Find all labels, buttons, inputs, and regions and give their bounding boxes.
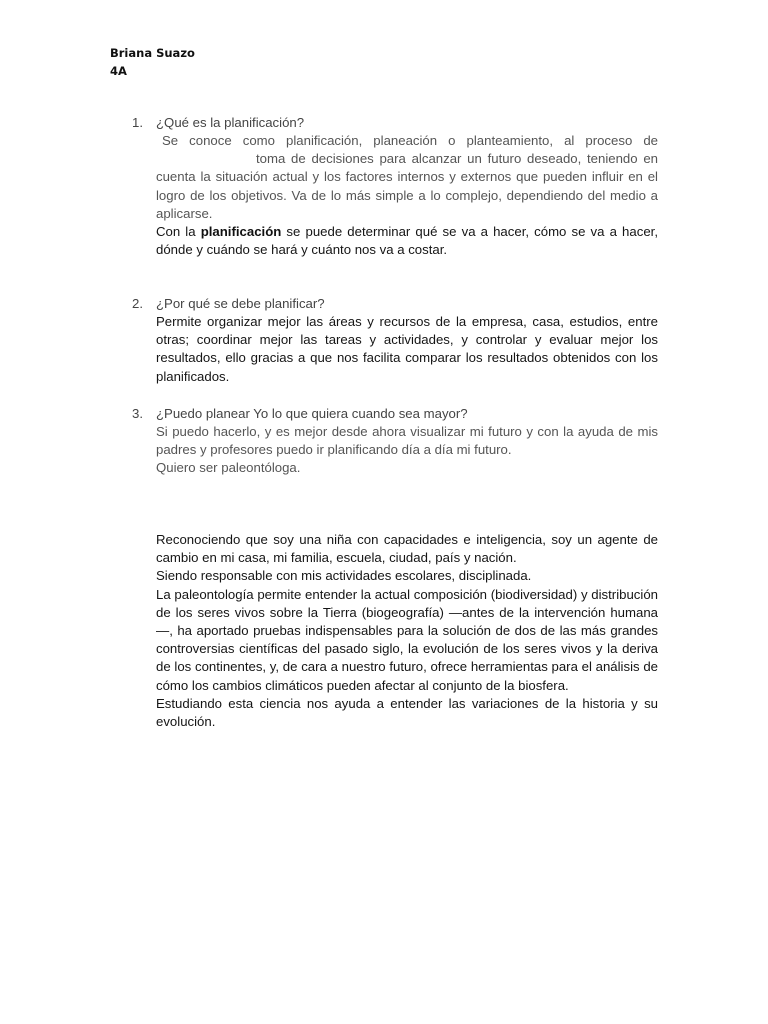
closing-paragraph-4: Estudiando esta ciencia nos ayuda a entender las variaciones de la historia y su evolución. [156,695,658,730]
answer-paragraph: Si puedo hacerlo, y es mejor desde ahora visualizar mi futuro y con la ayuda de mis padres y profesores puedo ir planificando día a día mi futuro. [156,424,658,458]
definition-start: Se conoce como planificación, planeación o planteamiento, al proceso de [162,133,658,148]
question-block-1 [132,114,658,259]
question-number: 1. [132,115,143,130]
closing-paragraph-3: La paleontología permite entender la actual composición (biodiversidad) y distribución de los seres vivos sobre la Tierra (biogeografía) —antes de la intervención humana—, ha aportado pruebas indispensables para la solución de dos de las más grandes controversias científicas del pasado siglo, la evolución de los seres vivos y la deriva de los continentes, y, de cara a nuestro futuro, ofrece herramientas para el análisis de cómo los cambios climáticos pueden afectar al conjunto de la biosfera. [156,586,658,693]
question-text: ¿Qué es la planificación? [156,115,305,130]
question-heading [132,114,658,132]
definition-rest: toma de decisiones para alcanzar un futuro deseado, teniendo en cuenta la situación actual y los factores internos y externos que pueden influir en el logro de los objetivos. Va de lo más simple a lo complejo, dependiendo del medio a aplicarse. [156,151,658,221]
question-number: 3. [132,406,143,421]
answer-paragraph: Permite organizar mejor las áreas y recursos de la empresa, casa, estudios, entre otras; coordinar mejor las tareas y actividades, y controlar y evaluar mejor los resultados, ello gracias a que nos facilita comparar los resultados obtenidos con los planificados. [156,314,658,384]
extra-paragraph [156,223,658,259]
question-block-2 [132,295,658,386]
student-name: Briana Suazo [110,46,195,60]
closing-paragraph-1: Reconociendo que soy una niña con capacidades e inteligencia, soy un agente de cambio en mi casa, mi familia, escuela, ciudad, país y nación. [156,532,658,566]
extra-prefix: Con la [156,224,201,240]
question-heading [132,295,658,313]
answer-text [156,313,658,386]
closing-paragraph-2: Siendo responsable con mis actividades escolares, disciplinada. [156,568,532,584]
closing-section [156,531,658,731]
question-heading [132,405,658,423]
answer-text [156,423,658,478]
student-grade: 4A [110,64,127,78]
document-header [110,44,195,80]
extra-suffix: se puede determinar qué se va a hacer, cómo se va a hacer, dónde y cuándo se hará y cuánto nos va a costar. [156,224,658,258]
question-text: ¿Por qué se debe planificar? [156,296,325,311]
definition-paragraph [156,132,658,223]
answer-text [156,132,658,259]
answer-line-2: Quiero ser paleontóloga. [156,460,301,476]
question-block-3 [132,405,658,478]
question-number: 2. [132,296,143,311]
question-text: ¿Puedo planear Yo lo que quiera cuando sea mayor? [156,406,468,421]
bold-term: planificación [200,224,282,240]
